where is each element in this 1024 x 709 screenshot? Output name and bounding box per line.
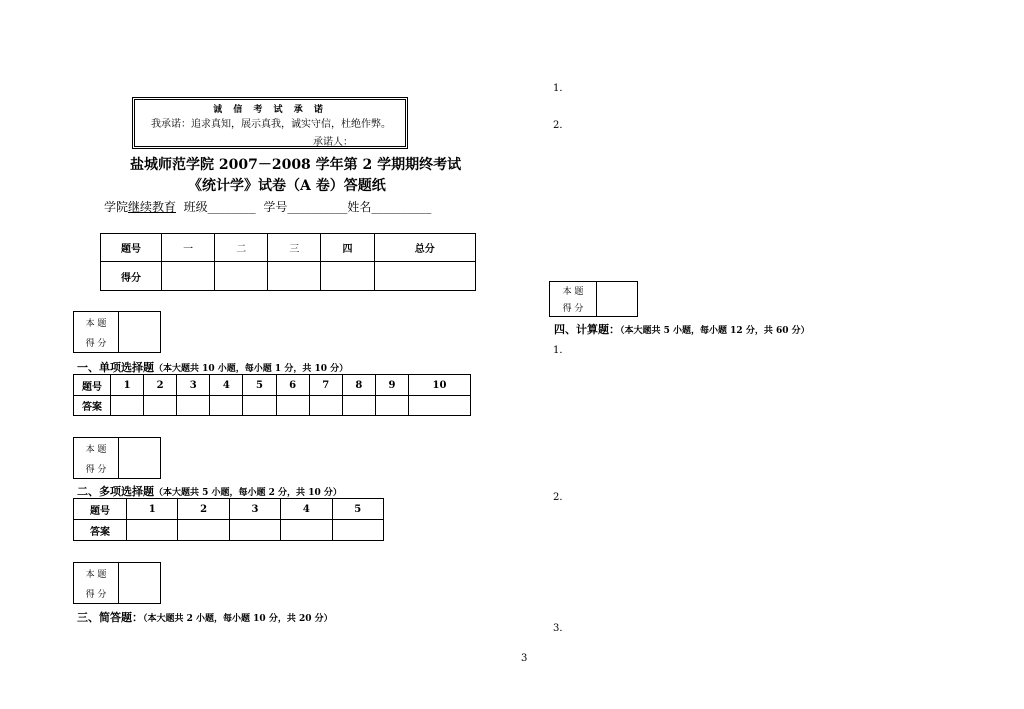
question-number: 4 — [281, 499, 332, 520]
score-box-label: 得 分 — [74, 583, 119, 604]
answer-cell[interactable] — [144, 396, 177, 416]
exam-subtitle: 《统计学》试卷（A 卷）答题纸 — [188, 178, 386, 194]
score-cell[interactable] — [374, 262, 476, 291]
answer-cell[interactable] — [243, 396, 276, 416]
college-label: 学院 — [104, 200, 129, 214]
question-number: 10 — [408, 375, 470, 396]
score-box-value[interactable] — [119, 312, 161, 353]
section4-title: 四、计算题： — [554, 323, 620, 336]
section3-note: （本大题共 2 小题，每小题 10 分，共 20 分） — [143, 614, 333, 624]
question-number: 5 — [243, 375, 276, 396]
score-box-label: 本 题 — [550, 282, 597, 300]
score-box — [549, 281, 638, 317]
score-box-label: 本 题 — [74, 312, 119, 333]
score-header-cell: 题号 — [101, 234, 162, 262]
question-number: 3 — [177, 375, 210, 396]
score-cell[interactable] — [321, 262, 374, 291]
section2-note: （本大题共 5 小题，每小题 2 分，共 10 分） — [154, 488, 342, 498]
section3-title: 三、简答题： — [77, 611, 143, 624]
answer-cell[interactable] — [210, 396, 243, 416]
answer-cell[interactable] — [229, 520, 280, 541]
question-number: 2 — [178, 499, 229, 520]
row-label: 题号 — [74, 375, 111, 396]
section2-answer-table — [73, 498, 384, 541]
score-box-label: 得 分 — [74, 458, 119, 479]
question-number: 7 — [309, 375, 342, 396]
section4-note: （本大题共 5 小题，每小题 12 分，共 60 分） — [620, 326, 810, 336]
score-header-cell: 三 — [268, 234, 321, 262]
section1-heading — [77, 359, 348, 375]
score-box-label: 本 题 — [74, 438, 119, 459]
class-field[interactable]: 班级________ — [183, 200, 256, 214]
answer-cell[interactable] — [281, 520, 332, 541]
page-number: 3 — [521, 653, 528, 664]
score-cell[interactable] — [162, 262, 215, 291]
section2-title: 二、多项选择题 — [77, 485, 154, 498]
answer-cell[interactable] — [309, 396, 342, 416]
answer-cell[interactable] — [127, 520, 178, 541]
score-box-value[interactable] — [119, 438, 161, 479]
score-header-cell: 四 — [321, 234, 374, 262]
score-header-cell: 二 — [215, 234, 268, 262]
exam-title: 盐城师范学院 2007－2008 学年第 2 学期期终考试 — [130, 157, 462, 173]
score-box — [73, 311, 161, 353]
section3-heading — [77, 609, 333, 625]
student-id-field[interactable]: 学号__________ — [263, 200, 348, 214]
score-header-cell: 总分 — [374, 234, 476, 262]
score-header-cell: 一 — [162, 234, 215, 262]
score-box-value[interactable] — [597, 282, 638, 317]
score-row-label: 得分 — [101, 262, 162, 291]
question-number: 1 — [111, 375, 144, 396]
score-box-value[interactable] — [119, 563, 161, 604]
section2-heading — [77, 483, 342, 499]
answer-cell[interactable] — [332, 520, 383, 541]
question-number: 2 — [144, 375, 177, 396]
college-value[interactable]: 继续教育 — [128, 200, 177, 214]
score-box — [73, 562, 161, 604]
question-number: 8 — [342, 375, 375, 396]
question-number: 3 — [229, 499, 280, 520]
name-field[interactable]: 姓名__________ — [347, 200, 432, 214]
answer-cell[interactable] — [276, 396, 309, 416]
score-box — [73, 437, 161, 479]
question-number: 1 — [127, 499, 178, 520]
answer-item: 2． — [553, 492, 570, 503]
pledge-box — [132, 97, 408, 149]
answer-item: 3． — [553, 623, 570, 634]
pledge-text: 我承诺：追求真知，展示真我，诚实守信，杜绝作弊。 — [151, 119, 391, 130]
pledge-title: 诚 信 考 试 承 诺 — [213, 105, 327, 115]
answer-cell[interactable] — [111, 396, 144, 416]
score-box-label: 得 分 — [74, 332, 119, 353]
section1-note: （本大题共 10 小题，每小题 1 分，共 10 分） — [154, 364, 349, 374]
answer-cell[interactable] — [375, 396, 408, 416]
info-line — [104, 198, 431, 215]
question-number: 6 — [276, 375, 309, 396]
row-label: 答案 — [74, 520, 127, 541]
pledge-signer: 承诺人： — [313, 137, 353, 148]
section4-heading — [554, 321, 810, 337]
section1-title: 一、单项选择题 — [77, 361, 154, 374]
question-number: 5 — [332, 499, 383, 520]
row-label: 题号 — [74, 499, 127, 520]
answer-cell[interactable] — [178, 520, 229, 541]
row-label: 答案 — [74, 396, 111, 416]
score-box-label: 本 题 — [74, 563, 119, 584]
score-summary-table — [100, 233, 476, 291]
answer-item: 1． — [553, 83, 570, 94]
answer-cell[interactable] — [408, 396, 470, 416]
score-cell[interactable] — [268, 262, 321, 291]
section1-answer-table — [73, 374, 471, 416]
score-box-label: 得 分 — [550, 299, 597, 317]
answer-cell[interactable] — [177, 396, 210, 416]
answer-item: 1． — [553, 345, 570, 356]
answer-cell[interactable] — [342, 396, 375, 416]
answer-item: 2． — [553, 120, 570, 131]
question-number: 9 — [375, 375, 408, 396]
question-number: 4 — [210, 375, 243, 396]
score-cell[interactable] — [215, 262, 268, 291]
